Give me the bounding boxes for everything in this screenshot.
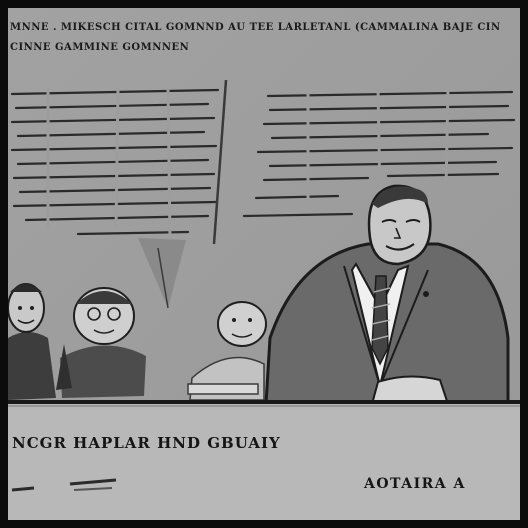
headline-line-1: MNNE . MIKESCH CITAL GOMNND AU TEE LARLETANL (CAMMALINA BAJE CIN — [10, 22, 501, 33]
cartoon-scene — [8, 8, 520, 520]
headline-line-2: CINNE GAMMINE GOMNNEN — [10, 42, 190, 53]
desk-edge — [8, 400, 520, 404]
caption-line-1: NCGR HAPLAR HND GBUAIY — [12, 434, 281, 452]
caption-line-2: AOTAIRA A — [364, 476, 466, 492]
desk-surface — [8, 404, 520, 520]
desk-mark — [12, 488, 34, 490]
